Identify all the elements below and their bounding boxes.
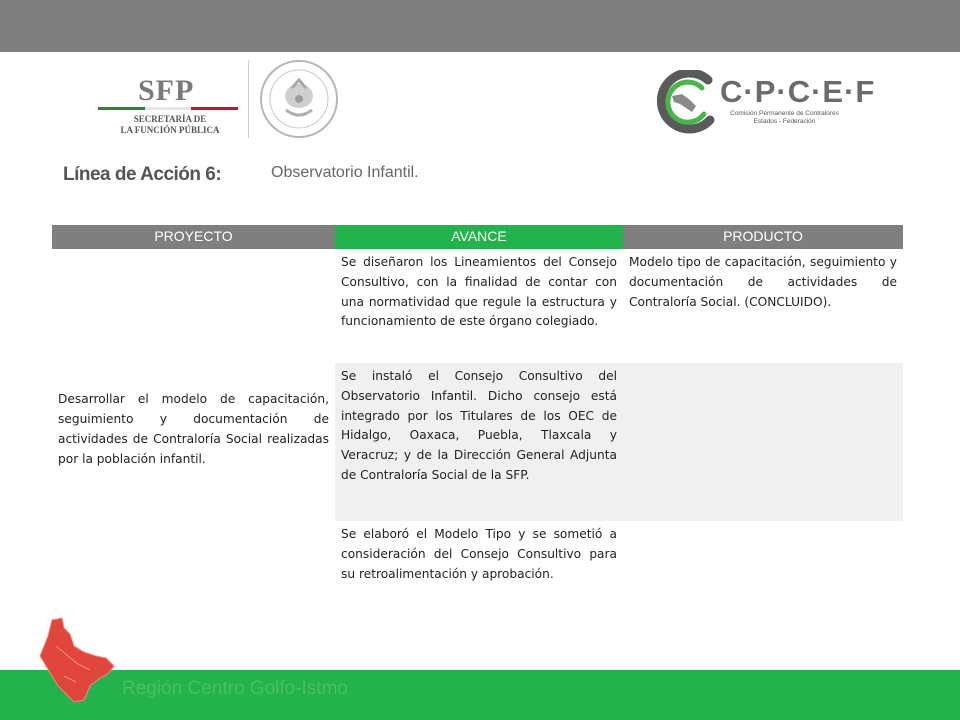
header-producto: PRODUCTO bbox=[623, 225, 903, 249]
logo-divider bbox=[248, 60, 249, 138]
cpcef-logo-subtitle bbox=[722, 110, 847, 126]
mexican-coat-of-arms-seal-icon bbox=[258, 58, 340, 140]
sfp-subtitle-line1: SECRETARÍA DE bbox=[133, 114, 207, 124]
header-avance: AVANCE bbox=[335, 225, 623, 249]
line-of-action-value: Observatorio Infantil. bbox=[271, 164, 419, 181]
table-header-row bbox=[52, 225, 903, 249]
sfp-logo-subtitle bbox=[110, 114, 230, 136]
region-map-icon bbox=[34, 616, 124, 706]
cell-avance-2: Se instaló el Consejo Consultivo del Observatorio Infantil. Dicho consejo está integrado por los Titulares de los OEC de Hidalgo, Oaxaca, Puebla, Tlaxcala y Veracruz; y de la Dirección General Adjunta de Contraloría Social de la SFP. bbox=[335, 363, 623, 521]
sfp-logo bbox=[96, 74, 241, 138]
cell-producto-3 bbox=[623, 521, 903, 613]
cell-producto-2 bbox=[623, 363, 903, 521]
cell-avance-3: Se elaboró el Modelo Tipo y se sometió a consideración del Consejo Consultivo para su retroalimentación y aprobación. bbox=[341, 527, 617, 581]
cell-avance-1: Se diseñaron los Lineamientos del Consejo Consultivo, con la finalidad de contar con una normatividad que regule la estructura y funcionamiento de este órgano colegiado. bbox=[341, 255, 617, 329]
cell-producto-1: Modelo tipo de capacitación, seguimiento y documentación de actividades de Contraloría Social. (CONCLUIDO). bbox=[629, 255, 897, 309]
table-row bbox=[52, 249, 903, 363]
line-of-action-label: Línea de Acción 6: bbox=[63, 164, 222, 185]
sfp-logo-text: SFP bbox=[138, 74, 195, 107]
cell-proyecto: Desarrollar el modelo de capacitación, seguimiento y documentación de actividades de Contraloría Social realizadas por la población infantil. bbox=[58, 392, 329, 466]
cpcef-subtitle-line1: Comisión Permanente de Contralores bbox=[730, 110, 839, 117]
progress-table bbox=[52, 225, 903, 613]
cpcef-subtitle-line2: Estados - Federación bbox=[753, 118, 816, 125]
region-label: Región Centro Golfo-Istmo bbox=[122, 678, 348, 699]
top-banner bbox=[0, 0, 960, 52]
header-proyecto: PROYECTO bbox=[52, 225, 335, 249]
mexico-map-swirl-icon bbox=[652, 70, 718, 134]
cpcef-logo-text: C·P·C·E·F bbox=[720, 74, 876, 109]
sfp-flag-rule bbox=[98, 107, 238, 110]
sfp-subtitle-line2: LA FUNCIÓN PÚBLICA bbox=[120, 125, 220, 135]
cpcef-logo bbox=[652, 68, 876, 134]
